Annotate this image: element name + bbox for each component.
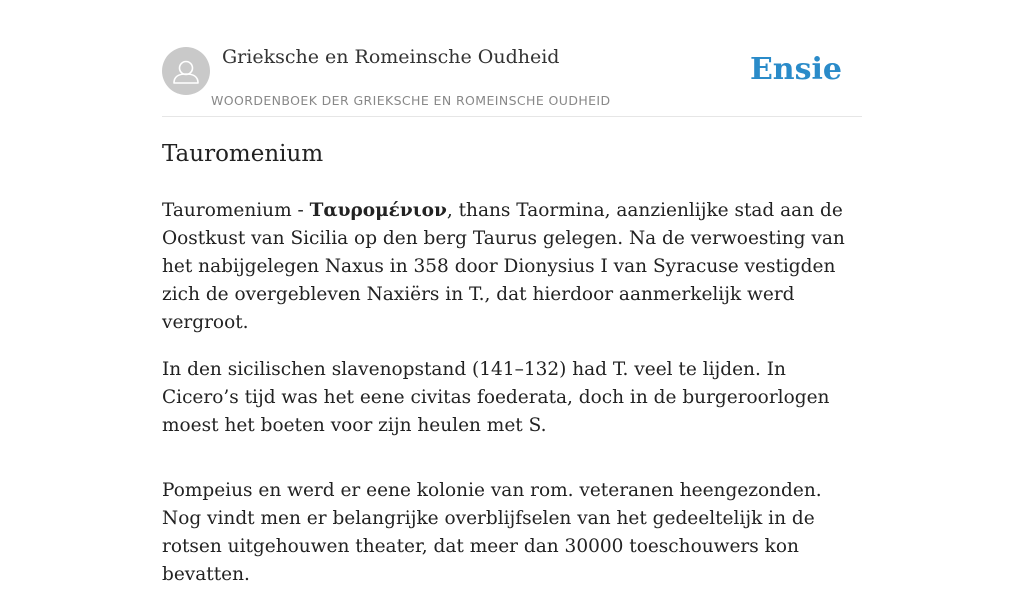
site-subtitle: WOORDENBOEK DER GRIEKSCHE EN ROMEINSCHE OUDHEID <box>211 93 611 108</box>
site-title-link[interactable]: Grieksche en Romeinsche Oudheid <box>222 46 560 68</box>
ensie-logo-link[interactable]: Ensie <box>749 52 842 87</box>
user-silhouette-icon <box>162 47 210 95</box>
entry-paragraph-3: Pompeius en werd er eene kolonie van rom. veteranen heengezonden. Nog vindt men er belangrijke overblijfselen van het gedeeltelijk in de rotsen uitgehouwen theater, dat meer dan 30000 toeschouwers kon bevatten. <box>162 480 822 585</box>
entry-paragraph-2: In den sicilischen slavenopstand (141–132) had T. veel te lijden. In Cicero’s tijd was het eene civitas foederata, doch in de burgeroorlogen moest het boeten voor zijn heulen met S. <box>162 359 830 436</box>
site-header <box>162 0 862 117</box>
entry-content <box>162 136 862 608</box>
entry-term: Tauromenium - <box>162 200 310 221</box>
entry-paragraph-1 <box>162 197 862 337</box>
entry-title: Tauromenium <box>162 141 324 167</box>
greek-term: Ταυρομένιον <box>309 200 447 221</box>
avatar[interactable] <box>162 47 210 95</box>
entry-paragraph-1-text: , thans Taormina, aanzienlijke stad aan de Oostkust van Sicilia op den berg Taurus gelegen. Na de verwoesting van het nabijgelegen Naxus in 358 door Dionysius I van Syracuse vestigden zich de overgebleven Naxiërs in T., dat hierdoor aanmerkelijk werd vergroot. <box>162 200 845 333</box>
